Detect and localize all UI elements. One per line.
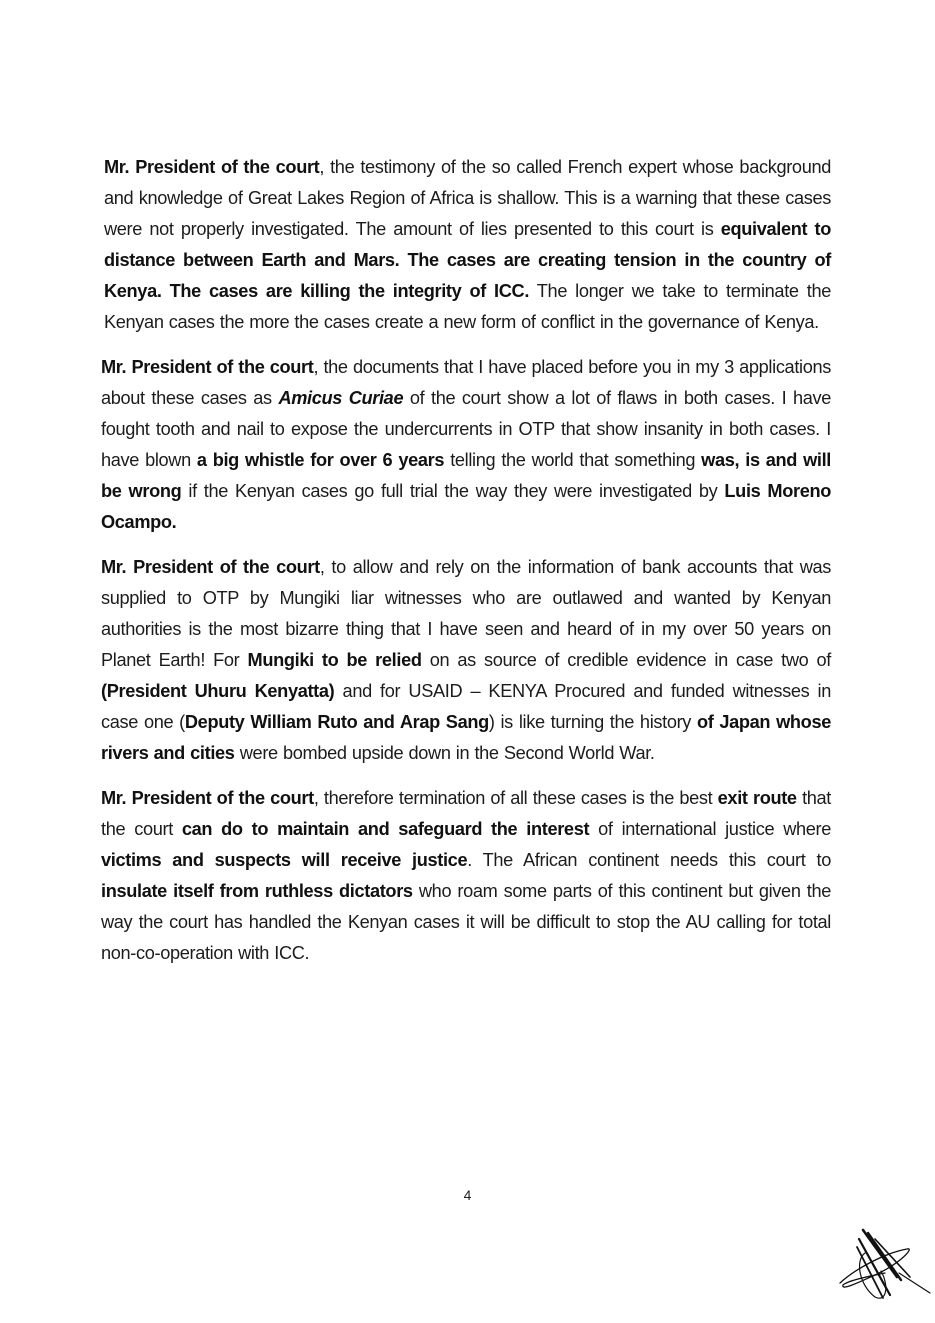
paragraph-3-emphasis: of Japan whose rivers and cities <box>101 712 831 763</box>
paragraph-2-text: , the documents that I have placed before you in my 3 applications about these cases as <box>101 357 831 408</box>
paragraph-2 <box>101 352 831 538</box>
paragraph-2-salutation: Mr. President of the court <box>101 357 314 377</box>
paragraph-2-latin-term: Amicus Curiae <box>278 388 404 408</box>
paragraph-1 <box>101 152 831 338</box>
handwritten-signature-icon <box>835 1225 935 1305</box>
paragraph-2-text: if the Kenyan cases go full trial the way they were investigated by <box>181 481 725 501</box>
paragraph-4-text: who roam some parts of this continent but given the way the court has handled the Kenyan cases it will be difficult to stop the AU calling for total non-co-operation with ICC. <box>101 881 832 963</box>
paragraph-3-text: , to allow and rely on the information of bank accounts that was supplied to OTP by Mungiki liar witnesses who are outlawed and wanted by Kenyan authorities is the most bizarre thing that I have seen and heard of in my over 50 years on Planet Earth! For <box>101 557 831 670</box>
paragraph-1-emphasis: equivalent to distance between Earth and Mars. The cases are creating tension in the country of Kenya. The cases are killing the integrity of ICC. <box>104 219 831 301</box>
paragraph-4-emphasis: victims and suspects will receive justice <box>101 850 468 870</box>
paragraph-3-salutation: Mr. President of the court <box>101 557 320 577</box>
body-text <box>101 152 831 983</box>
paragraph-2-emphasis: Luis Moreno Ocampo. <box>101 481 831 532</box>
paragraph-3-emphasis: Deputy William Ruto and Arap Sang <box>184 712 489 732</box>
paragraph-2-emphasis: was, is and will be wrong <box>101 450 832 501</box>
paragraph-4-emphasis: exit route <box>717 788 797 808</box>
paragraph-3-emphasis: (President Uhuru Kenyatta) <box>101 681 335 701</box>
paragraph-4-text: . The African continent needs this court to <box>467 850 831 870</box>
paragraph-3-text: were bombed upside down in the Second World War. <box>234 743 655 763</box>
paragraph-2-text: telling the world that something <box>444 450 702 470</box>
paragraph-4-text: of international justice where <box>589 819 831 839</box>
paragraph-4-emphasis: can do to maintain and safeguard the interest <box>181 819 590 839</box>
paragraph-4-text: , therefore termination of all these cases is the best <box>313 788 718 808</box>
paragraph-4-salutation: Mr. President of the court <box>101 788 314 808</box>
paragraph-3 <box>101 552 831 769</box>
paragraph-3-text: ) is like turning the history <box>488 712 697 732</box>
paragraph-3-text: on as source of credible evidence in case two of <box>421 650 831 670</box>
page-number: 4 <box>463 1187 472 1203</box>
paragraph-4-text: that the court <box>101 788 831 839</box>
paragraph-2-emphasis: a big whistle for over 6 years <box>196 450 445 470</box>
paragraph-1-text: The longer we take to terminate the Kenyan cases the more the cases create a new form of conflict in the governance of Kenya. <box>104 281 831 332</box>
paragraph-1-text: , the testimony of the so called French expert whose background and knowledge of Great Lakes Region of Africa is shallow. This is a warning that these cases were not properly investigated. The amount of lies presented to this court is <box>104 157 831 239</box>
paragraph-3-text: and for USAID – KENYA Procured and funded witnesses in case one ( <box>101 681 831 732</box>
paragraph-3-emphasis: Mungiki to be relied <box>247 650 422 670</box>
paragraph-2-text: of the court show a lot of flaws in both cases. I have fought tooth and nail to expose the undercurrents in OTP that show insanity in both cases. I have blown <box>101 388 832 470</box>
paragraph-4-emphasis: insulate itself from ruthless dictators <box>101 881 413 901</box>
paragraph-4 <box>101 783 831 969</box>
paragraph-1-salutation: Mr. President of the court <box>104 157 320 177</box>
